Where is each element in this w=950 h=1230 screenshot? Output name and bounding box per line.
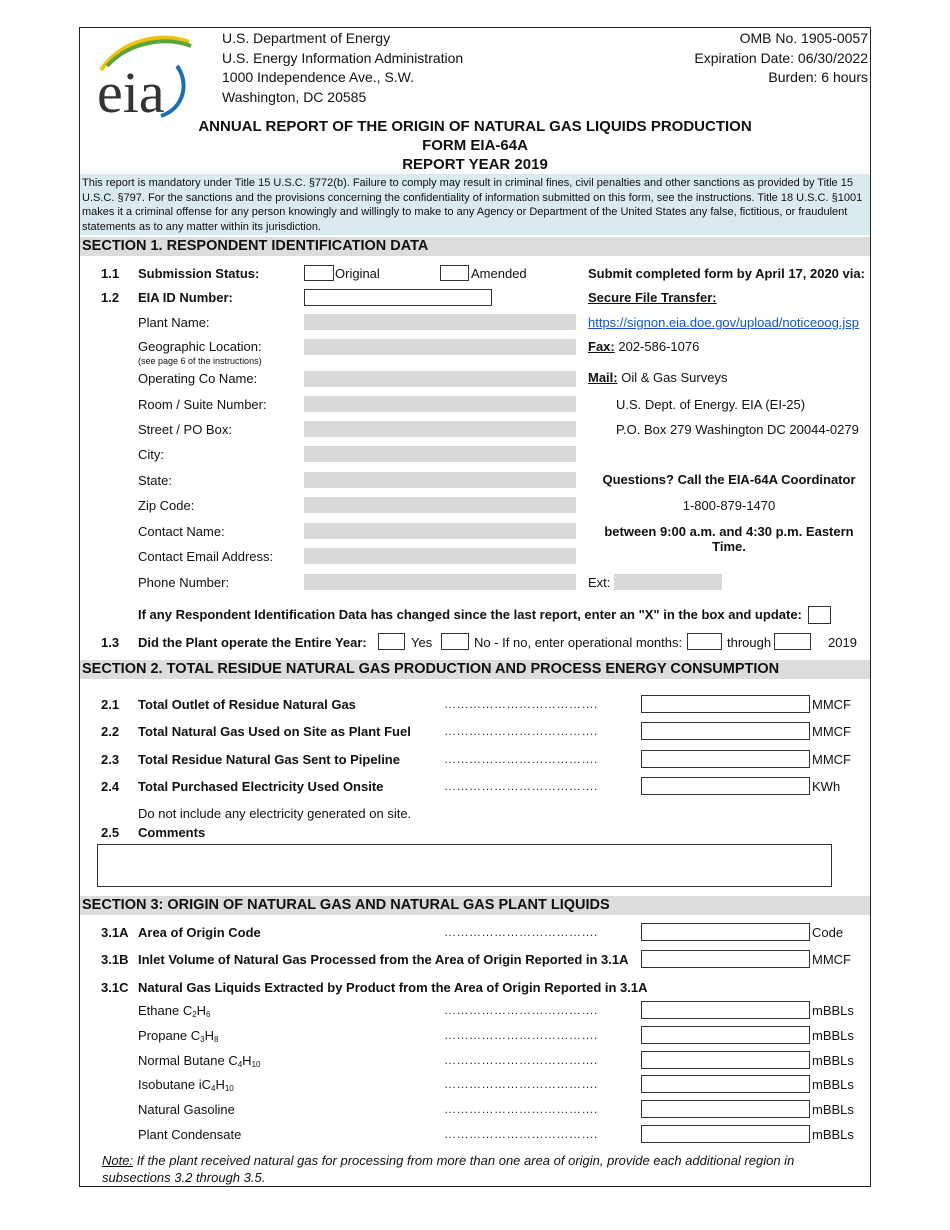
original-label: Original bbox=[335, 266, 380, 281]
product-name: Propane C bbox=[138, 1028, 201, 1043]
unit-label: mBBLs bbox=[812, 1077, 854, 1092]
yes-checkbox[interactable] bbox=[378, 633, 405, 650]
agency-line: U.S. Department of Energy bbox=[222, 30, 391, 46]
subscript: 4 bbox=[237, 1060, 243, 1069]
amended-checkbox[interactable] bbox=[440, 265, 469, 281]
subscript: 10 bbox=[224, 1084, 234, 1093]
plant-fuel-input[interactable] bbox=[641, 722, 810, 740]
logo-wordmark: eia bbox=[97, 60, 165, 118]
agency-line: Washington, DC 20585 bbox=[222, 88, 367, 105]
zip-input[interactable] bbox=[304, 497, 576, 513]
geographic-location-label: Geographic Location: bbox=[138, 339, 262, 354]
inlet-volume-label: Inlet Volume of Natural Gas Processed from the Area of Origin Reported in 3.1A bbox=[138, 952, 629, 967]
propane-input[interactable] bbox=[641, 1026, 810, 1044]
geographic-location-note: (see page 6 of the instructions) bbox=[138, 356, 262, 366]
year-label: 2019 bbox=[828, 635, 857, 650]
no-label: No - If no, enter operational months: bbox=[474, 635, 683, 650]
fax-label: Fax: bbox=[588, 339, 615, 354]
subscript: 2 bbox=[192, 1010, 197, 1019]
subscript: 10 bbox=[251, 1060, 261, 1069]
section3-note bbox=[102, 1153, 830, 1186]
omb-block bbox=[694, 29, 868, 88]
natural-gasoline-input[interactable] bbox=[641, 1100, 810, 1118]
omb-line: Burden: 6 hours bbox=[768, 69, 868, 85]
state-label: State: bbox=[138, 473, 172, 488]
electricity-label: Total Purchased Electricity Used Onsite bbox=[138, 779, 384, 794]
product-label-isobutane bbox=[138, 1077, 234, 1092]
unit-label: KWh bbox=[812, 779, 841, 794]
submit-heading: Submit completed form by April 17, 2020 via: bbox=[588, 266, 865, 281]
plant-fuel-label: Total Natural Gas Used on Site as Plant Fuel bbox=[138, 724, 411, 739]
secure-transfer-label: Secure File Transfer: bbox=[588, 290, 717, 305]
unit-label: mBBLs bbox=[812, 1003, 854, 1018]
leader-dots: ………………………………. bbox=[444, 1053, 598, 1067]
questions-hours: between 9:00 a.m. and 4:30 p.m. Eastern Time. bbox=[604, 524, 854, 554]
eia-id-input[interactable] bbox=[304, 289, 492, 306]
city-input[interactable] bbox=[304, 446, 576, 462]
area-origin-input[interactable] bbox=[641, 923, 810, 941]
leader-dots: ………………………………. bbox=[444, 1028, 598, 1042]
pipeline-input[interactable] bbox=[641, 750, 810, 768]
amended-label: Amended bbox=[471, 266, 527, 281]
original-checkbox[interactable] bbox=[304, 265, 334, 281]
note-label: Note: bbox=[102, 1153, 134, 1168]
contact-email-input[interactable] bbox=[304, 548, 576, 564]
room-suite-input[interactable] bbox=[304, 396, 576, 412]
submission-status-label: Submission Status: bbox=[138, 266, 260, 281]
mail-line bbox=[588, 370, 727, 385]
item-number: 3.1C bbox=[101, 980, 129, 995]
product-name: Normal Butane C bbox=[138, 1053, 238, 1068]
title-line: ANNUAL REPORT OF THE ORIGIN OF NATURAL GAS LIQUIDS PRODUCTION bbox=[198, 118, 752, 135]
unit-label: MMCF bbox=[812, 952, 851, 967]
plant-name-input[interactable] bbox=[304, 314, 576, 330]
section3-heading: SECTION 3: ORIGIN OF NATURAL GAS AND NATURAL GAS PLANT LIQUIDS bbox=[80, 896, 870, 915]
ext-label: Ext: bbox=[588, 575, 611, 590]
title-line: REPORT YEAR 2019 bbox=[402, 156, 548, 173]
leader-dots: ………………………………. bbox=[444, 697, 598, 711]
data-changed-text: If any Respondent Identification Data has changed since the last report, enter an "X" in the box and update: bbox=[138, 607, 802, 622]
fax-number: 202-586-1076 bbox=[618, 339, 700, 354]
ethane-input[interactable] bbox=[641, 1001, 810, 1019]
title-line: FORM EIA-64A bbox=[422, 137, 528, 154]
item-number: 3.1B bbox=[101, 952, 129, 967]
city-label: City: bbox=[138, 447, 164, 462]
comments-textarea[interactable] bbox=[97, 844, 832, 887]
street-input[interactable] bbox=[304, 421, 576, 437]
leader-dots: ………………………………. bbox=[444, 1127, 598, 1141]
mail-line-3: P.O. Box 279 Washington DC 20044-0279 bbox=[616, 422, 859, 437]
product-name: Isobutane iC bbox=[138, 1077, 211, 1092]
product-name: H bbox=[204, 1028, 214, 1043]
isobutane-input[interactable] bbox=[641, 1075, 810, 1093]
mail-label: Mail: bbox=[588, 370, 618, 385]
omb-line: OMB No. 1905-0057 bbox=[739, 30, 868, 46]
unit-label: MMCF bbox=[812, 697, 851, 712]
unit-label: MMCF bbox=[812, 724, 851, 739]
unit-label: mBBLs bbox=[812, 1028, 854, 1043]
area-origin-label: Area of Origin Code bbox=[138, 925, 261, 940]
phone-input[interactable] bbox=[304, 574, 576, 590]
item-number: 2.3 bbox=[101, 752, 120, 767]
operating-co-input[interactable] bbox=[304, 371, 576, 387]
unit-label: mBBLs bbox=[812, 1102, 854, 1117]
mail-line-1: Oil & Gas Surveys bbox=[621, 370, 728, 385]
subscript: 6 bbox=[206, 1010, 211, 1019]
product-label-natural-gasoline: Natural Gasoline bbox=[138, 1102, 235, 1117]
outlet-residue-label: Total Outlet of Residue Natural Gas bbox=[138, 697, 356, 712]
electricity-note: Do not include any electricity generated on site. bbox=[138, 806, 412, 821]
leader-dots: ………………………………. bbox=[444, 1102, 598, 1116]
section2-heading: SECTION 2. TOTAL RESIDUE NATURAL GAS PRODUCTION AND PROCESS ENERGY CONSUMPTION bbox=[80, 660, 870, 679]
ngl-label: Natural Gas Liquids Extracted by Product from the Area of Origin Reported in 3.1A bbox=[138, 980, 648, 995]
agency-block bbox=[222, 29, 463, 107]
yes-label: Yes bbox=[411, 635, 433, 650]
product-label-plant-condensate: Plant Condensate bbox=[138, 1127, 242, 1142]
form-title bbox=[80, 117, 870, 174]
end-month-input[interactable] bbox=[774, 633, 811, 650]
subscript: 4 bbox=[211, 1084, 216, 1093]
contact-name-input[interactable] bbox=[304, 523, 576, 539]
leader-dots: ………………………………. bbox=[444, 925, 598, 939]
item-number: 1.1 bbox=[101, 266, 120, 281]
inlet-volume-input[interactable] bbox=[641, 950, 810, 968]
agency-line: U.S. Energy Information Administration bbox=[222, 49, 464, 66]
product-name: H bbox=[215, 1077, 225, 1092]
phone-label: Phone Number: bbox=[138, 575, 230, 590]
questions-heading: Questions? Call the EIA-64A Coordinator bbox=[602, 472, 856, 487]
plant-name-label: Plant Name: bbox=[138, 315, 210, 330]
item-number: 2.4 bbox=[101, 779, 120, 794]
legal-notice: This report is mandatory under Title 15 U.S.C. §772(b). Failure to comply may result in criminal fines, civil penalties and other sanctions as provided by Title 15 U.S.C. §797. For the sanctions and the provisions concerning the confidentiality of information submitted on this form, see the instructions. Title 18 U.S.C. §1001 makes it a criminal offense for any person knowingly and willingly to make to any Agency or Department of the United States any false, fictitious, or fraudulent statements as to any matter within its jurisdiction. bbox=[80, 174, 870, 235]
unit-label: mBBLs bbox=[812, 1127, 854, 1142]
normal-butane-input[interactable] bbox=[641, 1051, 810, 1069]
comments-label: Comments bbox=[138, 825, 206, 840]
eia-id-label: EIA ID Number: bbox=[138, 290, 233, 305]
product-label-propane bbox=[138, 1028, 218, 1043]
item-number: 3.1A bbox=[101, 925, 129, 940]
item-number: 2.5 bbox=[101, 825, 120, 840]
contact-name-label: Contact Name: bbox=[138, 524, 225, 539]
item-number: 1.3 bbox=[101, 635, 120, 650]
product-label-ethane bbox=[138, 1003, 211, 1018]
mail-line-2: U.S. Dept. of Energy. EIA (EI-25) bbox=[616, 397, 806, 412]
geographic-location-input[interactable] bbox=[304, 339, 576, 355]
note-text: If the plant received natural gas for processing from more than one area of origin, provide each additional region in subsections 3.2 through 3.5. bbox=[102, 1153, 795, 1185]
leader-dots: ………………………………. bbox=[444, 752, 598, 766]
entire-year-label: Did the Plant operate the Entire Year: bbox=[138, 635, 367, 650]
state-input[interactable] bbox=[304, 472, 576, 488]
leader-dots: ………………………………. bbox=[444, 1077, 598, 1091]
room-suite-label: Room / Suite Number: bbox=[138, 397, 267, 412]
no-checkbox[interactable] bbox=[441, 633, 469, 650]
questions-phone: 1-800-879-1470 bbox=[682, 498, 776, 513]
omb-line: Expiration Date: 06/30/2022 bbox=[694, 49, 868, 66]
start-month-input[interactable] bbox=[687, 633, 722, 650]
subscript: 3 bbox=[200, 1035, 205, 1044]
ext-input[interactable] bbox=[614, 574, 722, 590]
street-label: Street / PO Box: bbox=[138, 422, 232, 437]
secure-transfer-link[interactable]: https://signon.eia.doe.gov/upload/noticeoog.jsp bbox=[588, 315, 860, 330]
through-label: through bbox=[727, 635, 772, 650]
electricity-input[interactable] bbox=[641, 777, 810, 795]
product-name: H bbox=[196, 1003, 207, 1018]
section1-heading: SECTION 1. RESPONDENT IDENTIFICATION DATA bbox=[80, 237, 870, 256]
eia-logo bbox=[93, 30, 205, 118]
leader-dots: ………………………………. bbox=[444, 724, 598, 738]
item-number: 1.2 bbox=[101, 290, 120, 305]
subscript: 8 bbox=[214, 1035, 219, 1044]
operating-co-label: Operating Co Name: bbox=[138, 371, 258, 386]
product-name: H bbox=[242, 1053, 252, 1068]
unit-label: MMCF bbox=[812, 752, 851, 767]
item-number: 2.1 bbox=[101, 697, 120, 712]
data-changed-checkbox[interactable] bbox=[808, 606, 831, 624]
leader-dots: ………………………………. bbox=[444, 1003, 598, 1017]
item-number: 2.2 bbox=[101, 724, 120, 739]
product-label-normal-butane bbox=[138, 1053, 260, 1068]
zip-label: Zip Code: bbox=[138, 498, 195, 513]
product-name: Ethane C bbox=[138, 1003, 193, 1018]
contact-email-label: Contact Email Address: bbox=[138, 549, 274, 564]
plant-condensate-input[interactable] bbox=[641, 1125, 810, 1143]
outlet-residue-input[interactable] bbox=[641, 695, 810, 713]
fax-line bbox=[588, 339, 699, 354]
unit-label: Code bbox=[812, 925, 844, 940]
agency-line: 1000 Independence Ave., S.W. bbox=[222, 69, 415, 85]
pipeline-label: Total Residue Natural Gas Sent to Pipeline bbox=[138, 752, 400, 767]
unit-label: mBBLs bbox=[812, 1053, 854, 1068]
leader-dots: ………………………………. bbox=[444, 779, 598, 793]
